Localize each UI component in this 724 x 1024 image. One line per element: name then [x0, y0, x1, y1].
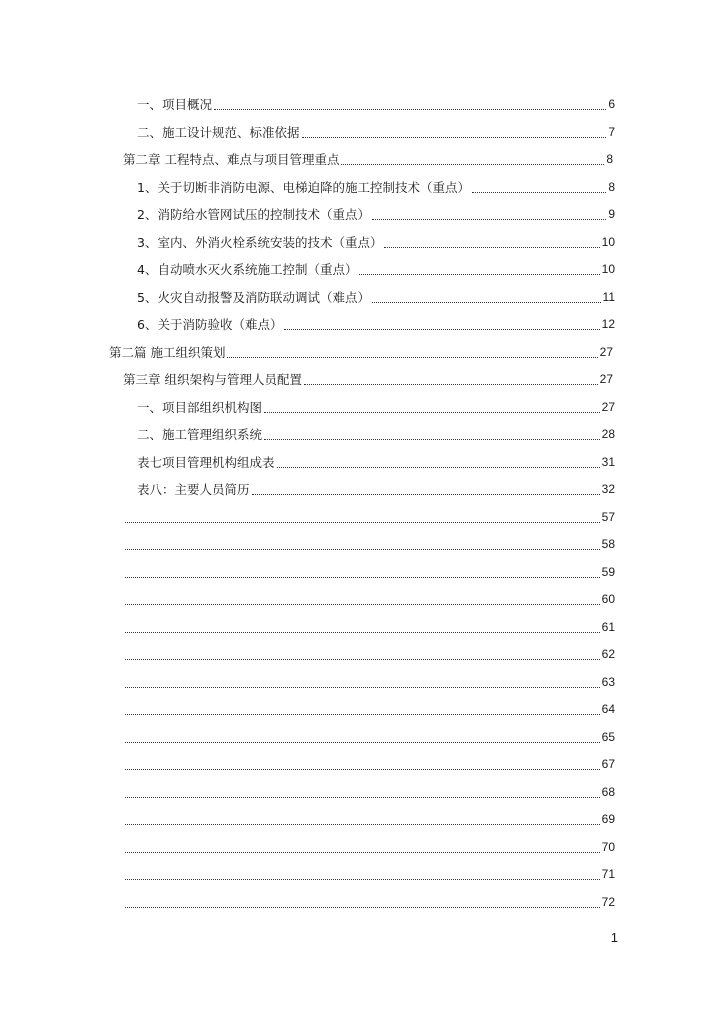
toc-entry[interactable] — [109, 339, 613, 367]
toc-dot-leader — [125, 658, 600, 660]
toc-dot-leader — [125, 906, 600, 908]
toc-entry-page: 7 — [608, 124, 615, 139]
toc-dot-leader — [125, 851, 600, 853]
table-of-contents — [0, 91, 724, 916]
toc-entry-page: 28 — [601, 427, 615, 441]
toc-entry-title: 一、项目部组织机构图 — [137, 399, 263, 415]
toc-entry-page: 31 — [601, 454, 615, 469]
toc-entry-page: 8 — [608, 179, 615, 194]
toc-dot-leader — [372, 218, 606, 220]
toc-dot-leader — [125, 878, 600, 880]
toc-entry-title: 第二章 工程特点、难点与项目管理重点 — [123, 152, 340, 167]
toc-dot-leader — [277, 466, 600, 468]
toc-entry[interactable] — [123, 504, 615, 532]
toc-dot-leader — [125, 768, 600, 770]
toc-entry-title: 4、自动喷水灭火系统施工控制（重点） — [137, 262, 358, 277]
toc-entry-page: 72 — [601, 894, 615, 909]
toc-entry-page: 70 — [601, 839, 615, 854]
toc-entry[interactable] — [137, 284, 615, 312]
toc-entry-page: 69 — [601, 812, 615, 826]
toc-entry[interactable] — [123, 861, 615, 889]
toc-entry-title: 6、关于消防验收（难点） — [137, 317, 283, 332]
toc-dot-leader — [341, 163, 604, 165]
toc-entry-page: 10 — [601, 234, 615, 249]
page-number-text: 1 — [610, 930, 618, 945]
toc-entry[interactable] — [137, 394, 615, 422]
toc-dot-leader — [125, 576, 600, 578]
toc-entry[interactable] — [137, 476, 615, 504]
toc-entry-page: 71 — [601, 867, 615, 881]
toc-entry[interactable] — [137, 449, 615, 477]
toc-dot-leader — [302, 136, 607, 138]
toc-entry-title: 3、室内、外消火栓系统安装的技术（重点） — [137, 234, 383, 250]
toc-entry-title: 第三章 组织架构与管理人员配置 — [123, 372, 302, 387]
toc-entry-title: 二、施工设计规范、标准依据 — [137, 124, 300, 140]
toc-dot-leader — [472, 191, 606, 193]
toc-dot-leader — [227, 356, 597, 358]
toc-entry-page: 58 — [601, 537, 615, 551]
toc-entry-page: 9 — [608, 207, 615, 221]
toc-entry-page: 64 — [601, 702, 615, 716]
toc-dot-leader — [284, 328, 599, 330]
toc-entry-page: 57 — [601, 509, 615, 524]
toc-entry-page: 27 — [599, 344, 613, 359]
toc-entry-title: 一、项目概况 — [137, 97, 213, 112]
toc-entry-page: 27 — [599, 372, 613, 386]
toc-dot-leader — [125, 686, 600, 688]
toc-dot-leader — [384, 246, 599, 248]
toc-entry[interactable] — [123, 559, 615, 587]
toc-dot-leader — [359, 273, 599, 275]
toc-entry-page: 67 — [601, 757, 615, 771]
toc-entry[interactable] — [123, 696, 615, 724]
toc-entry[interactable] — [123, 889, 615, 917]
page-number — [0, 930, 724, 954]
toc-entry[interactable] — [123, 146, 613, 174]
toc-entry-page: 68 — [601, 784, 615, 799]
toc-entry[interactable] — [123, 751, 615, 779]
toc-entry[interactable] — [123, 724, 615, 752]
toc-entry-page: 32 — [601, 482, 615, 496]
toc-entry[interactable] — [137, 256, 615, 284]
toc-entry-title: 第二篇 施工组织策划 — [109, 344, 226, 360]
toc-dot-leader — [304, 383, 598, 385]
toc-entry-page: 65 — [601, 729, 615, 744]
toc-entry-title: 1、关于切断非消防电源、电梯迫降的施工控制技术（重点） — [137, 179, 470, 195]
toc-entry-page: 62 — [601, 647, 615, 661]
toc-dot-leader — [264, 411, 600, 413]
toc-entry[interactable] — [123, 531, 615, 559]
toc-entry[interactable] — [123, 669, 615, 697]
toc-entry[interactable] — [123, 614, 615, 642]
toc-entry[interactable] — [123, 366, 613, 394]
toc-entry[interactable] — [123, 806, 615, 834]
toc-entry[interactable] — [137, 421, 615, 449]
toc-dot-leader — [125, 823, 600, 825]
toc-entry[interactable] — [137, 174, 615, 202]
toc-entry[interactable] — [123, 834, 615, 862]
toc-dot-leader — [252, 493, 600, 495]
toc-entry-page: 63 — [601, 674, 615, 689]
toc-dot-leader — [264, 438, 600, 440]
toc-entry[interactable] — [123, 641, 615, 669]
toc-entry[interactable] — [137, 311, 615, 339]
toc-entry-title: 5、火灾自动报警及消防联动调试（难点） — [137, 289, 370, 305]
toc-entry[interactable] — [123, 586, 615, 614]
toc-entry-title: 二、施工管理组织系统 — [137, 427, 263, 442]
toc-entry-page: 27 — [601, 399, 615, 414]
toc-dot-leader — [214, 108, 606, 110]
toc-entry-page: 8 — [606, 152, 613, 166]
toc-dot-leader — [125, 603, 600, 605]
toc-entry-title: 2、消防给水管网试压的控制技术（重点） — [137, 207, 370, 222]
toc-entry-page: 59 — [601, 564, 615, 579]
toc-entry[interactable] — [137, 119, 615, 147]
toc-dot-leader — [372, 301, 601, 303]
toc-entry[interactable] — [137, 229, 615, 257]
toc-dot-leader — [125, 713, 600, 715]
toc-entry-title: 表八：主要人员简历 — [137, 482, 250, 497]
toc-entry[interactable] — [137, 201, 615, 229]
toc-dot-leader — [125, 548, 600, 550]
toc-entry[interactable] — [123, 779, 615, 807]
toc-dot-leader — [125, 796, 600, 798]
toc-entry-page: 12 — [601, 317, 615, 331]
toc-entry-page: 10 — [601, 262, 615, 276]
toc-entry-page: 11 — [602, 289, 615, 304]
toc-dot-leader — [125, 521, 600, 523]
toc-dot-leader — [125, 631, 600, 633]
toc-entry-title: 表七项目管理机构组成表 — [137, 454, 275, 470]
toc-entry-page: 6 — [608, 97, 615, 111]
toc-entry-page: 60 — [601, 592, 615, 606]
toc-dot-leader — [125, 741, 600, 743]
toc-entry[interactable] — [137, 91, 615, 119]
toc-entry-page: 61 — [601, 619, 615, 634]
